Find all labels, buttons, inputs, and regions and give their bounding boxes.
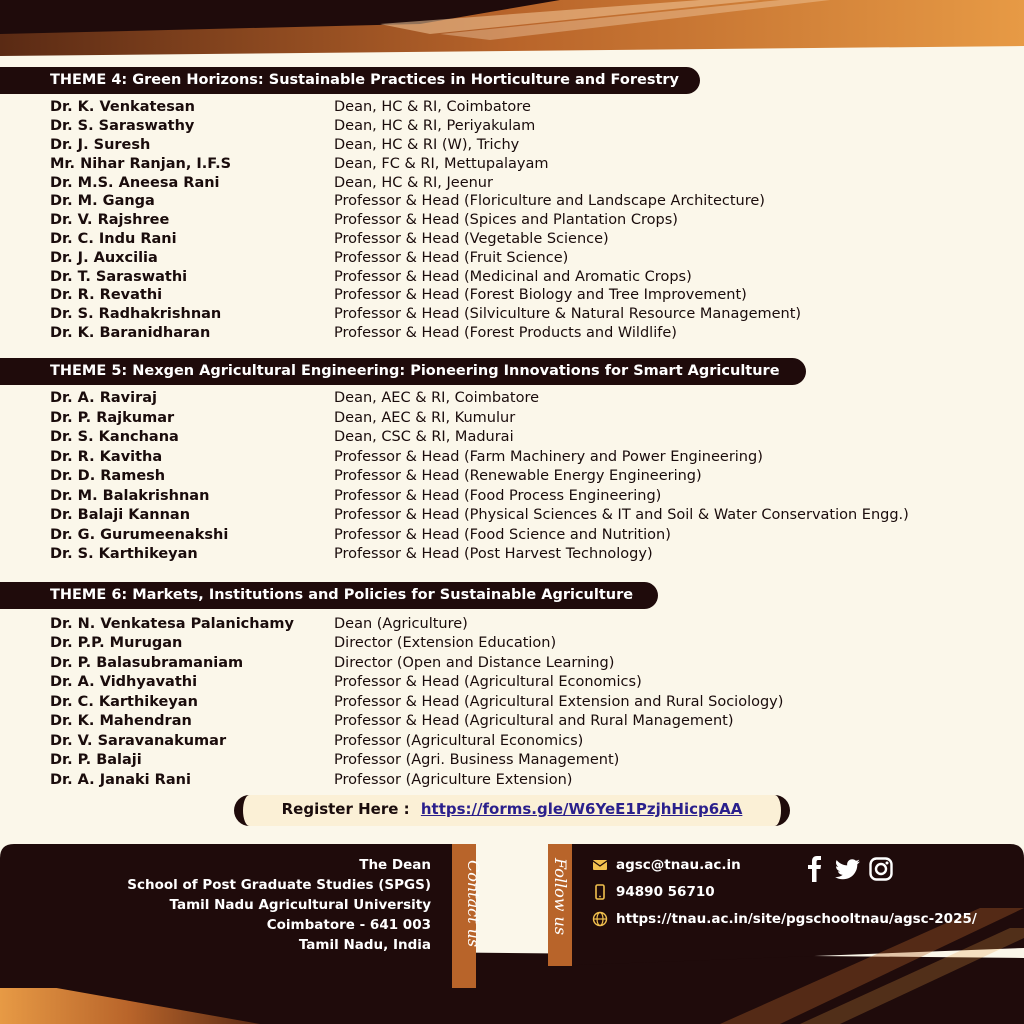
member-role: Professor & Head (Agricultural Economics) <box>334 674 642 690</box>
member-role: Dean (Agriculture) <box>334 616 468 632</box>
member-role: Professor & Head (Physical Sciences & IT and Soil & Water Conservation Engg.) <box>334 507 909 523</box>
facebook-icon[interactable] <box>806 856 824 882</box>
theme-4-section <box>0 67 1024 94</box>
register-link[interactable]: https://forms.gle/W6YeE1PzjhHicp6AA <box>420 800 743 818</box>
mail-icon <box>592 857 608 873</box>
member-role: Dean, CSC & RI, Madurai <box>334 429 514 445</box>
member-name: Dr. S. Saraswathy <box>50 118 195 134</box>
member-role: Professor (Agri. Business Management) <box>334 752 620 768</box>
member-role: Professor & Head (Medicinal and Aromatic Crops) <box>334 269 692 285</box>
member-name: Dr. K. Venkatesan <box>50 99 195 115</box>
member-role: Professor & Head (Farm Machinery and Power Engineering) <box>334 449 763 465</box>
address-line: School of Post Graduate Studies (SPGS) <box>127 877 431 893</box>
member-role: Professor & Head (Silviculture & Natural Resource Management) <box>334 306 802 322</box>
member-name: Dr. N. Venkatesa Palanichamy <box>50 616 294 632</box>
member-role: Professor & Head (Fruit Science) <box>334 250 569 266</box>
member-name: Dr. R. Kavitha <box>50 449 163 465</box>
member-name: Dr. V. Saravanakumar <box>50 733 227 749</box>
email-contact[interactable] <box>592 857 741 873</box>
email-text[interactable]: agsc@tnau.ac.in <box>616 857 741 873</box>
member-role: Professor & Head (Renewable Energy Engineering) <box>334 468 702 484</box>
member-name: Dr. K. Baranidharan <box>50 325 211 341</box>
follow-us-label: Follow us <box>551 858 570 936</box>
member-name: Dr. S. Radhakrishnan <box>50 306 222 322</box>
address-line: The Dean <box>359 857 431 873</box>
twitter-icon[interactable] <box>834 859 860 880</box>
member-name: Dr. A. Janaki Rani <box>50 772 191 788</box>
theme-5-header: THEME 5: Nexgen Agricultural Engineering: Pioneering Innovations for Smart Agriculture <box>0 358 806 385</box>
phone-text[interactable]: 94890 56710 <box>616 884 715 900</box>
member-name: Dr. T. Saraswathi <box>50 269 188 285</box>
member-name: Dr. R. Revathi <box>50 287 163 303</box>
member-name: Dr. P.P. Murugan <box>50 635 183 651</box>
member-role: Professor & Head (Floriculture and Landscape Architecture) <box>334 193 765 209</box>
member-name: Dr. D. Ramesh <box>50 468 166 484</box>
website-contact[interactable] <box>592 911 977 927</box>
member-role: Professor & Head (Agricultural and Rural Management) <box>334 713 734 729</box>
member-name: Dr. M.S. Aneesa Rani <box>50 175 220 191</box>
member-name: Dr. G. Gurumeenakshi <box>50 527 229 543</box>
register-banner <box>234 795 790 826</box>
member-role: Professor & Head (Forest Biology and Tree Improvement) <box>334 287 747 303</box>
member-role: Dean, AEC & RI, Coimbatore <box>334 390 540 406</box>
member-role: Director (Open and Distance Learning) <box>334 655 615 671</box>
member-role: Professor & Head (Food Process Engineering) <box>334 488 662 504</box>
theme-6-section <box>0 582 1024 609</box>
member-role: Director (Extension Education) <box>334 635 557 651</box>
member-name: Mr. Nihar Ranjan, I.F.S <box>50 156 232 172</box>
member-role: Professor & Head (Forest Products and Wildlife) <box>334 325 677 341</box>
member-name: Dr. A. Vidhyavathi <box>50 674 198 690</box>
address-line: Coimbatore - 641 003 <box>266 917 431 933</box>
register-label: Register Here : <box>281 800 410 818</box>
member-role: Professor & Head (Agricultural Extension and Rural Sociology) <box>334 694 784 710</box>
member-name: Dr. Balaji Kannan <box>50 507 191 523</box>
member-role: Professor (Agricultural Economics) <box>334 733 584 749</box>
theme-4-header: THEME 4: Green Horizons: Sustainable Practices in Horticulture and Forestry <box>0 67 700 94</box>
member-name: Dr. J. Auxcilia <box>50 250 158 266</box>
member-role: Professor & Head (Food Science and Nutrition) <box>334 527 671 543</box>
member-role: Professor & Head (Post Harvest Technology) <box>334 546 653 562</box>
member-name: Dr. S. Kanchana <box>50 429 179 445</box>
theme-6-header: THEME 6: Markets, Institutions and Policies for Sustainable Agriculture <box>0 582 658 609</box>
address-line: Tamil Nadu Agricultural University <box>169 897 431 913</box>
footer-address <box>127 855 431 955</box>
member-role: Dean, HC & RI (W), Trichy <box>334 137 520 153</box>
globe-icon <box>592 911 608 927</box>
member-role: Dean, HC & RI, Jeenur <box>334 175 493 191</box>
member-role: Professor & Head (Spices and Plantation Crops) <box>334 212 678 228</box>
member-name: Dr. P. Balasubramaniam <box>50 655 244 671</box>
theme-5-section <box>0 358 1024 385</box>
member-name: Dr. M. Ganga <box>50 193 155 209</box>
member-name: Dr. P. Rajkumar <box>50 410 175 426</box>
member-name: Dr. C. Indu Rani <box>50 231 177 247</box>
member-role: Dean, AEC & RI, Kumulur <box>334 410 516 426</box>
member-role: Professor & Head (Vegetable Science) <box>334 231 609 247</box>
member-name: Dr. K. Mahendran <box>50 713 192 729</box>
instagram-icon[interactable] <box>869 857 893 881</box>
website-text[interactable]: https://tnau.ac.in/site/pgschooltnau/agsc-2025/ <box>616 911 977 927</box>
top-decorative-band <box>0 0 1024 60</box>
member-name: Dr. S. Karthikeyan <box>50 546 198 562</box>
address-line: Tamil Nadu, India <box>298 937 431 953</box>
phone-contact[interactable] <box>592 884 715 900</box>
member-name: Dr. A. Raviraj <box>50 390 158 406</box>
member-role: Dean, HC & RI, Periyakulam <box>334 118 536 134</box>
member-name: Dr. M. Balakrishnan <box>50 488 210 504</box>
contact-us-label: Contact us <box>464 860 483 948</box>
member-name: Dr. J. Suresh <box>50 137 151 153</box>
member-role: Dean, FC & RI, Mettupalayam <box>334 156 549 172</box>
member-role: Dean, HC & RI, Coimbatore <box>334 99 531 115</box>
member-name: Dr. V. Rajshree <box>50 212 170 228</box>
phone-icon <box>592 884 608 900</box>
member-role: Professor (Agriculture Extension) <box>334 772 573 788</box>
member-name: Dr. C. Karthikeyan <box>50 694 198 710</box>
member-name: Dr. P. Balaji <box>50 752 142 768</box>
